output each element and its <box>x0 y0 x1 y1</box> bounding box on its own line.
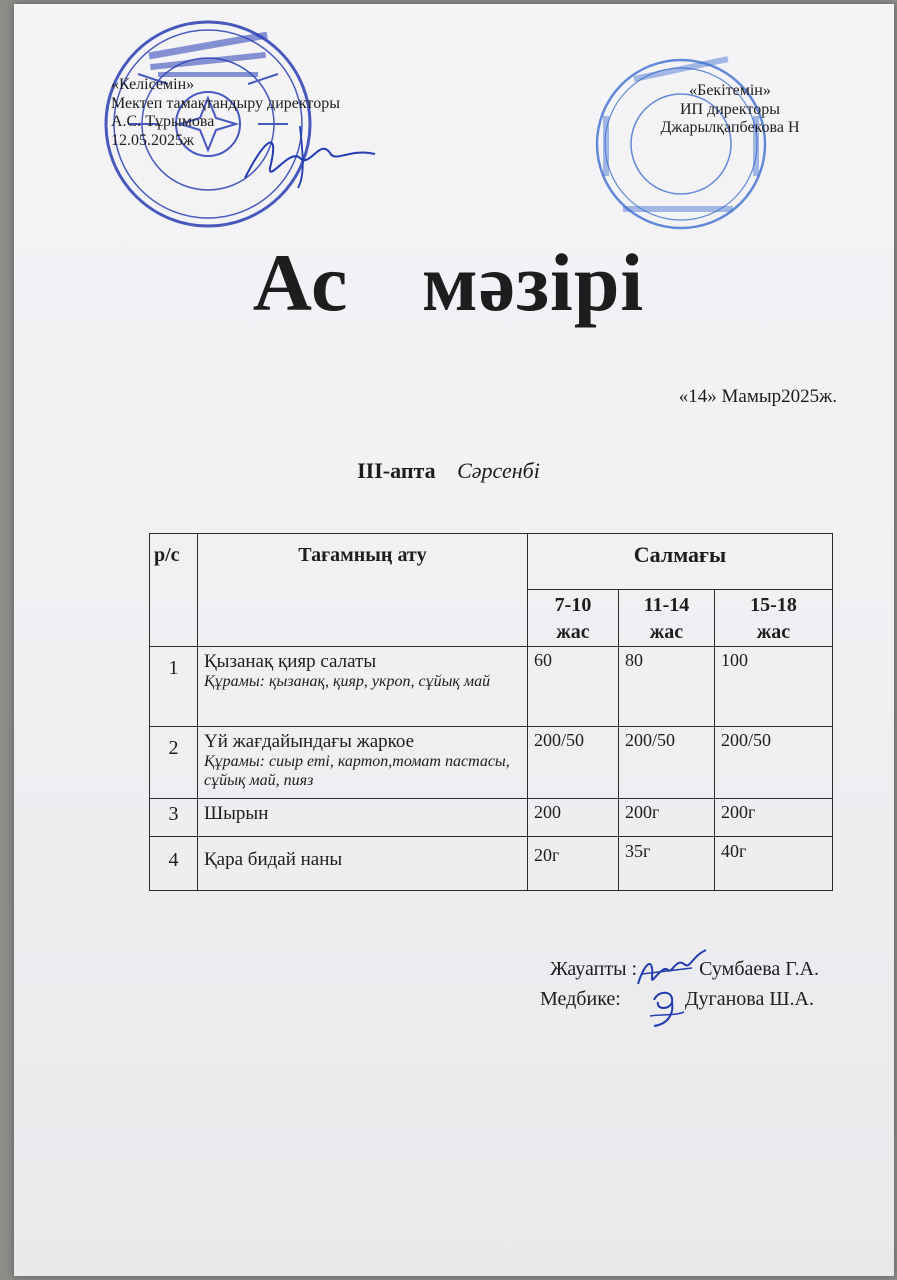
dish-cell <box>198 647 528 727</box>
header-dish-name: Тағамның атy <box>198 534 528 647</box>
approved-position: ИП директоры <box>679 100 780 118</box>
nurse-label: Медбике: <box>540 988 621 1010</box>
table-row <box>150 837 833 891</box>
weight-cell: 100 <box>715 647 833 727</box>
table-row <box>150 727 833 799</box>
weight-cell: 35г <box>619 837 715 891</box>
dish-cell <box>198 727 528 799</box>
dish-name: Үй жағдайындағы жаркое <box>204 731 415 752</box>
day-label: Сәрсенбі <box>457 458 540 483</box>
age-group-cell <box>619 590 715 647</box>
weight-cell: 200 <box>528 799 619 837</box>
row-number: 2 <box>150 727 198 799</box>
dish-name: Шырын <box>204 803 269 824</box>
header-num: р/с <box>150 534 198 647</box>
approved-label: «Бекітемін» <box>689 82 771 99</box>
age-unit: жас <box>556 621 590 643</box>
dish-composition: Құрамы: қызанақ, қияр, укроп, сұйық май <box>204 673 491 690</box>
menu-date: «14» Мамыр2025ж. <box>678 386 837 407</box>
age-range: 11-14 <box>643 594 690 616</box>
menu-table <box>149 533 833 891</box>
agreed-person: А.С. Тұрымова <box>111 113 215 130</box>
nurse-name: Дуганова Ш.А. <box>684 988 814 1010</box>
age-range: 7-10 <box>554 594 592 616</box>
agreed-label: «Келісемін» <box>111 76 195 93</box>
weight-cell: 20г <box>528 837 619 891</box>
table-row <box>150 799 833 837</box>
table-row <box>150 647 833 727</box>
agreed-position: Мектеп тамақтандыру директоры <box>111 94 340 112</box>
week-label: ІІІ-апта <box>357 458 436 483</box>
dish-composition: Құрамы: сиыр еті, картоп,томат пастасы, сұйық май, пияз <box>204 753 510 789</box>
dish-name: Қара бидай наны <box>204 849 343 870</box>
weight-cell: 200/50 <box>619 727 715 799</box>
nurse-signature-mark <box>644 986 690 1030</box>
responsible-label: Жауапты : <box>550 958 638 980</box>
age-range: 15-18 <box>750 594 797 616</box>
weight-cell: 200/50 <box>528 727 619 799</box>
dish-cell <box>198 799 528 837</box>
left-signature-mark <box>240 118 380 198</box>
row-number: 4 <box>150 837 198 891</box>
age-group-cell <box>715 590 833 647</box>
table-header-row <box>150 534 833 590</box>
weight-cell: 200г <box>715 799 833 837</box>
dish-cell <box>198 837 528 891</box>
page-title: Ас мәзірі <box>252 237 645 328</box>
dish-name: Қызанақ қияр салаты <box>204 651 377 672</box>
weight-cell: 200г <box>619 799 715 837</box>
responsible-name: Сумбаева Г.А. <box>699 958 820 980</box>
age-unit: жас <box>649 621 684 643</box>
row-number: 1 <box>150 647 198 727</box>
header-weight: Салмағы <box>528 534 833 590</box>
weight-cell: 80 <box>619 647 715 727</box>
approved-person: Джарылқапбекова Н <box>660 119 800 136</box>
responsible-signature-mark <box>632 944 712 992</box>
row-number: 3 <box>150 799 198 837</box>
weight-cell: 40г <box>715 837 833 891</box>
weight-cell: 200/50 <box>715 727 833 799</box>
age-unit: жас <box>756 621 791 643</box>
weight-cell: 60 <box>528 647 619 727</box>
agreed-date: 12.05.2025ж <box>111 131 195 149</box>
approval-approved-block <box>600 82 860 138</box>
age-group-cell <box>528 590 619 647</box>
week-day-line <box>0 458 897 484</box>
